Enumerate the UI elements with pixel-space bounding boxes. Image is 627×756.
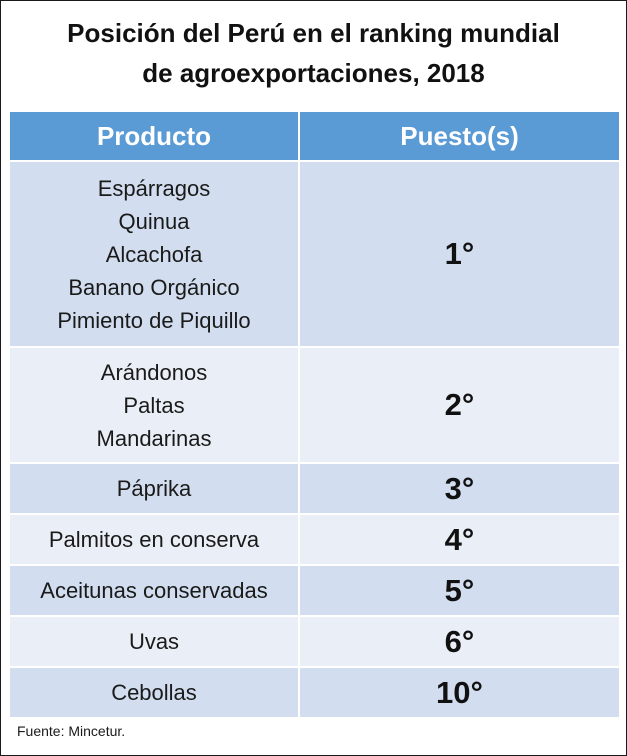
rank-cell: 3° — [299, 463, 620, 514]
table-row — [9, 514, 620, 565]
product-cell — [9, 161, 299, 347]
product-name: Espárragos — [97, 175, 211, 201]
product-name: Aceitunas conservadas — [40, 578, 268, 603]
ranking-table — [8, 110, 621, 719]
product-cell — [9, 616, 299, 667]
rank-cell: 1° — [299, 161, 620, 347]
table-row — [9, 616, 620, 667]
table-header-row — [9, 111, 620, 161]
source-note: Fuente: Mincetur. — [17, 723, 126, 739]
product-name: Paltas — [123, 392, 185, 418]
rank-cell: 4° — [299, 514, 620, 565]
product-cell — [9, 565, 299, 616]
product-name: Alcachofa — [105, 241, 203, 267]
title-line-2: de agroexportaciones, 2018 — [142, 58, 485, 88]
product-name: Páprika — [116, 476, 192, 501]
product-name: Palmitos en conserva — [48, 527, 260, 552]
product-name: Banano Orgánico — [68, 274, 240, 300]
table-row — [9, 565, 620, 616]
product-cell — [9, 347, 299, 463]
rank-cell: 6° — [299, 616, 620, 667]
product-cell — [9, 514, 299, 565]
product-cell — [9, 463, 299, 514]
product-name: Pimiento de Piquillo — [57, 307, 251, 333]
product-cell — [9, 667, 299, 718]
table-row — [9, 347, 620, 463]
header-producto: Producto — [9, 111, 299, 161]
table-row — [9, 463, 620, 514]
rank-cell: 5° — [299, 565, 620, 616]
product-name: Uvas — [128, 629, 180, 654]
product-name: Arándonos — [100, 359, 208, 385]
header-puesto: Puesto(s) — [299, 111, 620, 161]
table-row — [9, 161, 620, 347]
table-row — [9, 667, 620, 718]
product-name: Cebollas — [111, 680, 197, 705]
rank-cell: 2° — [299, 347, 620, 463]
product-name: Mandarinas — [96, 425, 212, 451]
product-name: Quinua — [118, 208, 190, 234]
title-line-1: Posición del Perú en el ranking mundial — [67, 18, 560, 48]
rank-cell: 10° — [299, 667, 620, 718]
page-title — [1, 13, 626, 93]
